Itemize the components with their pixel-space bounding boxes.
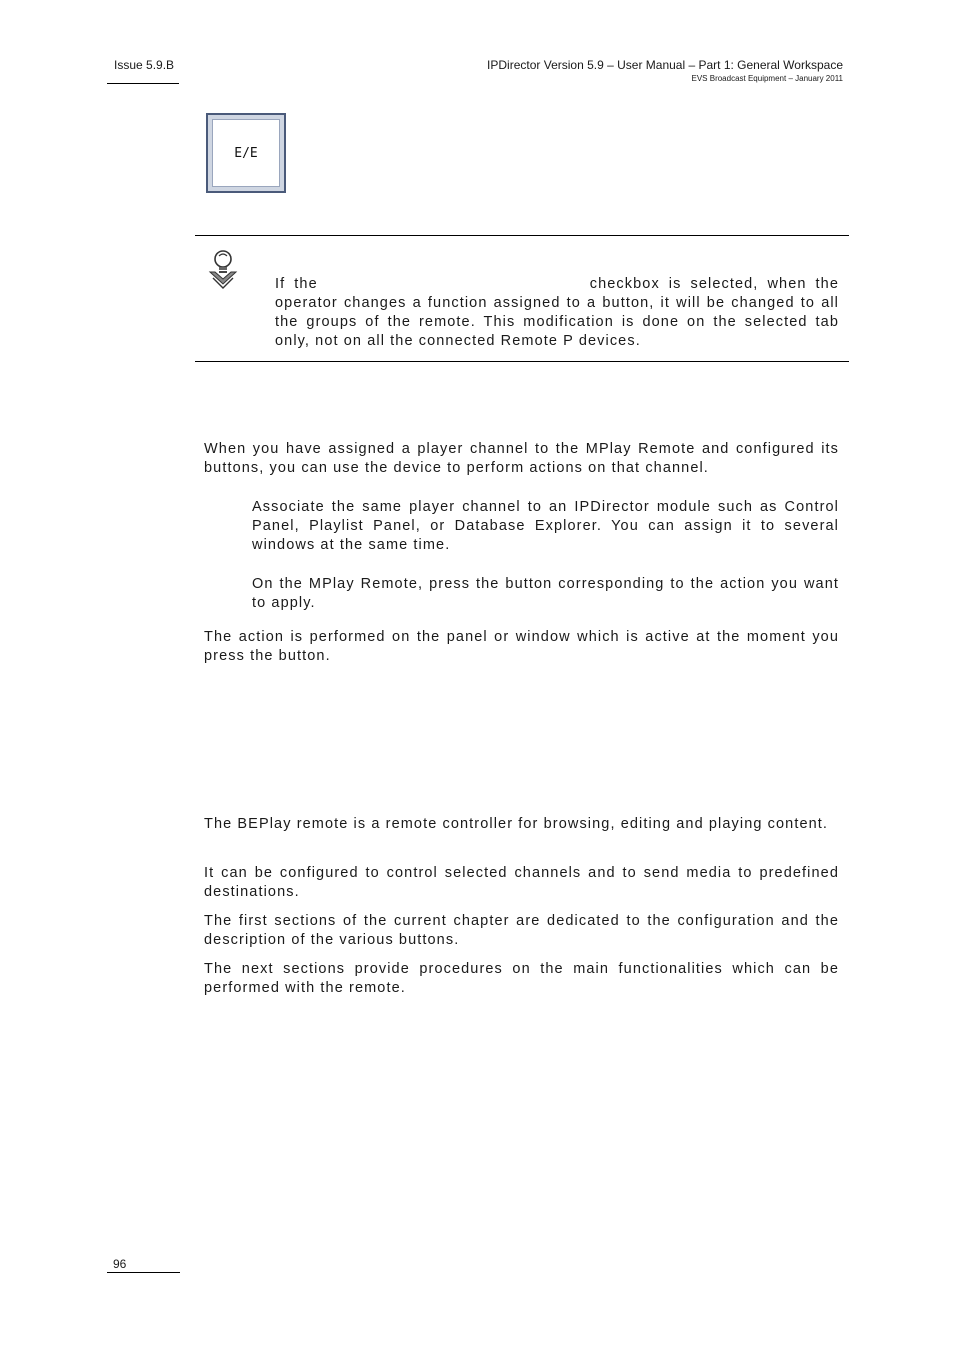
paragraph-intro: When you have assigned a player channel to the MPlay Remote and configured its buttons, you can use the device to perform actions on that channel. bbox=[204, 441, 839, 476]
paragraph-beplay-intro: The BEPlay remote is a remote controller for browsing, editing and playing content. bbox=[204, 816, 829, 832]
footer-divider bbox=[107, 1272, 180, 1273]
step-associate-channel: Associate the same player channel to an IPDirector module such as Control Panel, Playlist Panel, or Database Explorer. You can assign it to several windows at the same time. bbox=[252, 499, 839, 553]
document-subtitle: EVS Broadcast Equipment – January 2011 bbox=[691, 74, 843, 83]
note-lamp-icon bbox=[207, 248, 239, 290]
note-text-start: If the bbox=[275, 276, 318, 292]
paragraph-first-sections: The first sections of the current chapter are dedicated to the configuration and the description of the various buttons. bbox=[204, 913, 839, 948]
ee-button-label: E/E bbox=[212, 119, 280, 187]
note-bottom-rule bbox=[195, 361, 849, 362]
header-divider bbox=[107, 83, 179, 84]
paragraph-result: The action is performed on the panel or window which is active at the moment you press the button. bbox=[204, 629, 839, 664]
paragraph-next-sections: The next sections provide procedures on the main functionalities which can be performed with the remote. bbox=[204, 961, 839, 996]
paragraph-beplay-config: It can be configured to control selected channels and to send media to predefined destinations. bbox=[204, 865, 839, 900]
ee-button-figure bbox=[206, 113, 286, 193]
page-number: 96 bbox=[113, 1257, 127, 1271]
step-press-button: On the MPlay Remote, press the button corresponding to the action you want to apply. bbox=[252, 576, 839, 611]
issue-label: Issue 5.9.B bbox=[114, 58, 175, 72]
note-text bbox=[275, 275, 839, 351]
document-title: IPDirector Version 5.9 – User Manual – Part 1: General Workspace bbox=[487, 58, 843, 72]
note-top-rule bbox=[195, 235, 849, 236]
note-text-rest: checkbox is selected, when the operator changes a function assigned to a button, it will be changed to all the groups of the remote. This modification is done on the selected tab only, not on all the connected Remote P devices. bbox=[275, 276, 839, 349]
